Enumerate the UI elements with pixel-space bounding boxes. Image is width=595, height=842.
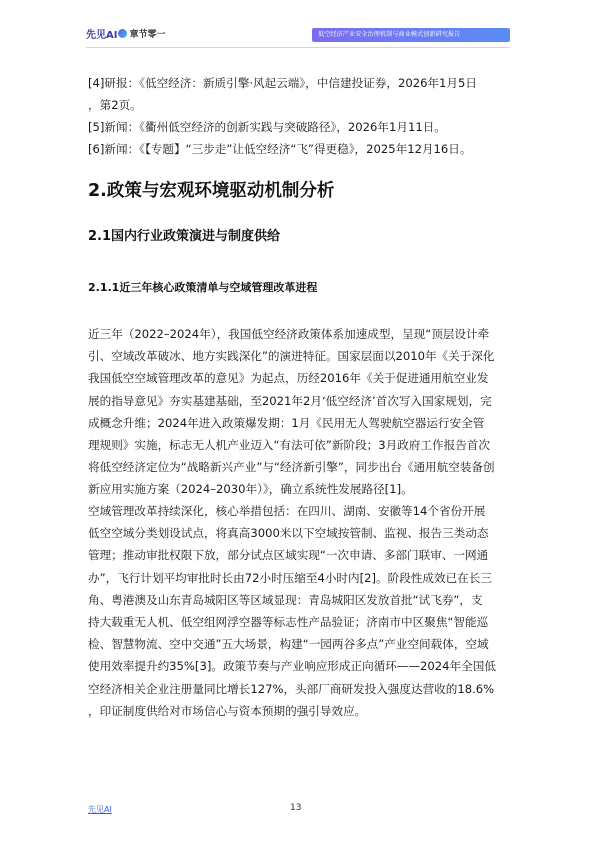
section-heading-level3: 2.1.1近三年核心政策清单与空域管理改革进程 [88,281,318,294]
section-heading-level2: 2.1国内行业政策演进与制度供给 [88,229,281,244]
brand-text: 章节零一 [129,30,166,40]
reference-4-line1: [4]研报：《低空经济：新质引擎·风起云端》，中信建投证券，2026年1月5日 [88,76,477,90]
paragraph-line: 检、智慧物流、空中交通”五大场景，构建“一园两谷多点”产业空间载体，空域 [88,637,489,652]
header-banner [312,28,510,42]
reference-4-line2: ，第2页。 [88,98,142,112]
paragraph-line: 我国低空空域管理改革的意见》为起点，历经2016年《关于促进通用航空业发 [88,371,489,386]
paragraph-line: 管理；推动审批权限下放，部分试点区域实现“一次申请、多部门联审、一网通 [88,548,489,563]
paragraph-line: 展的指导意见》夯实基建基础，至2021年2月‘低空经济’首次写入国家规划，完 [88,393,492,408]
paragraph-policy-evolution [88,323,512,501]
page-number: 13 [290,803,302,813]
paragraph-line: 成概念升维；2024年进入政策爆发期：1月《民用无人驾驶航空器运行安全管 [88,415,485,430]
paragraph-line: ，印证制度供给对市场信心与资本预期的强引导效应。 [88,703,367,718]
banner-text: 低空经济产业安全治理机制与商业模式创新研究报告 [318,31,461,38]
paragraph-line: 角、粤港澳及山东青岛城阳区等区域显现：青岛城阳区发放首批“试飞券”，支 [88,592,483,607]
section-heading-level1: 2.政策与宏观环境驱动机制分析 [88,181,335,201]
footer-link[interactable]: 先见AI [88,805,112,814]
brand-circle-icon [118,29,127,38]
paragraph-line: 空域管理改革持续深化，核心举措包括：在四川、湖南、安徽等14个省份开展 [88,504,486,518]
paragraph-line: 引、空域改革破冰、地方实践深化”的演进特征。国家层面以2010年《关于深化 [88,349,495,364]
paragraph-airspace-reform [88,500,512,722]
paragraph-line: 理规则》实施，标志无人机产业迈入“有法可依”新阶段；3月政府工作报告首次 [88,437,490,452]
paragraph-line: 近三年（2022–2024年），我国低空经济政策体系加速成型，呈现“顶层设计牵 [88,327,490,341]
logo-text: 先见AI [86,30,118,41]
paragraph-line: 将低空经济定位为“战略新兴产业”与“经济新引擎”，同步出台《通用航空装备创 [88,460,495,475]
reference-6: [6]新闻：《【专题】“三步走”让低空经济“飞”得更稳》，2025年12月16日。 [88,142,472,156]
reference-5: [5]新闻：《衢州低空经济的创新实践与突破路径》，2026年1月11日。 [88,120,446,134]
paragraph-line: 持大载重无人机、低空组网浮空器等标志性产品验证；济南市中区聚焦“智能巡 [88,614,489,629]
logo [86,26,165,41]
paragraph-line: 空经济相关企业注册量同比增长127%，头部厂商研发投入强度达营收的18.6% [88,681,495,696]
page-header [86,24,510,46]
paragraph-line: 使用效率提升约35%[3]。政策节奏与产业响应形成正向循环——2024年全国低 [88,659,496,674]
paragraph-line: 低空空域分类划设试点，将真高3000米以下空域按管制、监视、报告三类动态 [88,526,489,541]
paragraph-line: 新应用实施方案（2024–2030年）》，确立系统性发展路径[1]。 [88,482,413,497]
paragraph-line: 办”，飞行计划平均审批时长由72小时压缩至4小时内[2]。阶段性成效已在长三 [88,570,492,585]
header-divider [86,47,510,48]
